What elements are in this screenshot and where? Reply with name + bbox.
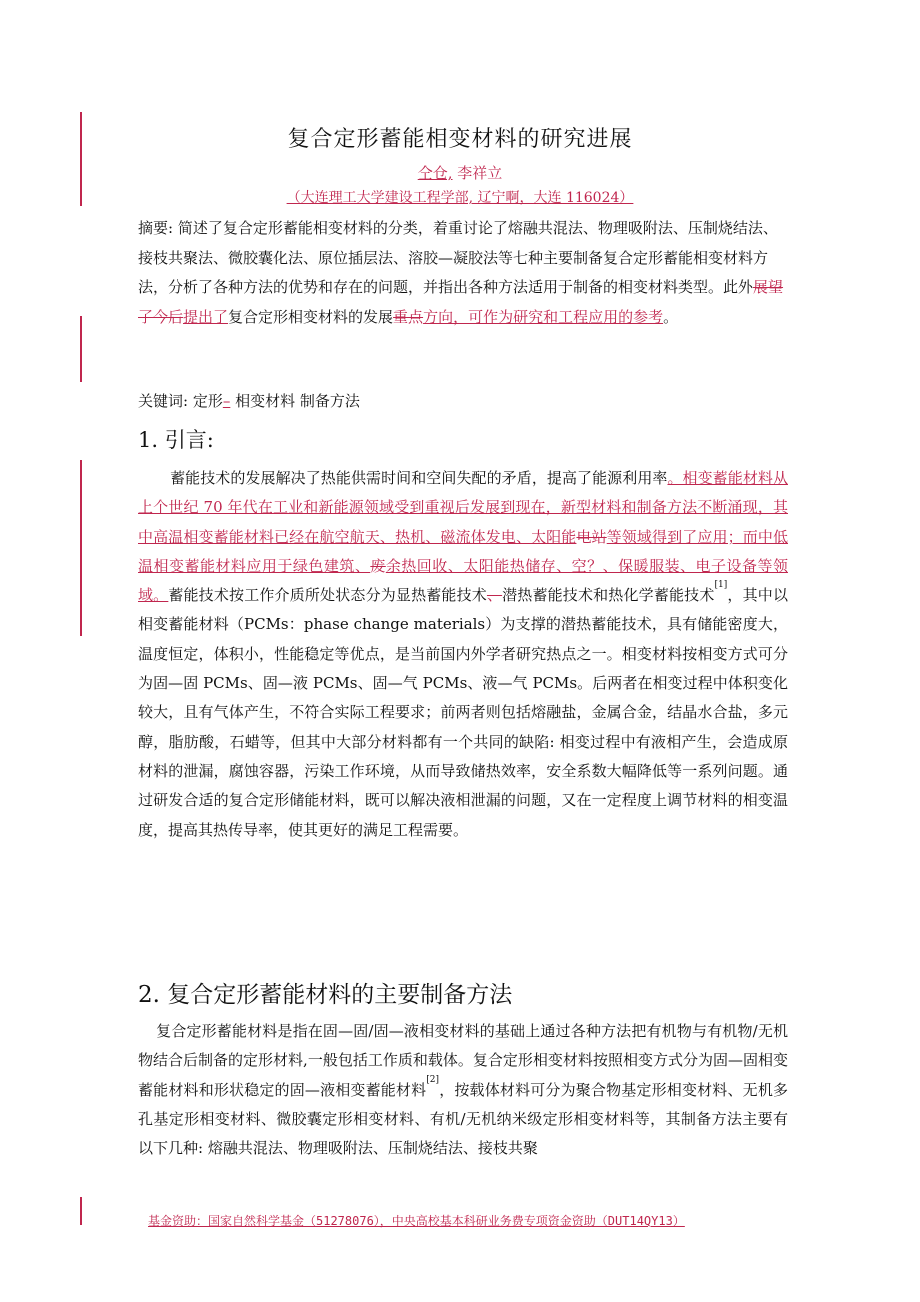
deleted-text: 废: [370, 556, 386, 575]
keyword: 相变材料 制备方法: [230, 392, 360, 410]
inserted-text: –: [222, 392, 231, 410]
abstract-label: 摘要:: [138, 219, 174, 237]
deleted-text: 重点: [393, 307, 424, 326]
abstract-text: 简述了复合定形蓄能相变材料的分类，着重讨论了熔融共混法、物理吸附法、压制烧结法、接枝共聚法、微胶囊化法、原位插层法、溶胶—凝胶法等七种主要制备复合定形蓄能相变材料方法，分析了各种方法的优势和存在的问题，并指出各种方法适用于制备的相变材料类型。此外: [138, 219, 778, 296]
body-text: 蓄能技术按工作介质所处状态分为显热蓄能技术: [168, 586, 487, 605]
body-text: 潜热蓄能技术和热化学蓄能技术: [502, 586, 715, 605]
deleted-text: 、: [486, 586, 503, 605]
keyword: 定形: [188, 392, 223, 410]
revision-bar: [80, 460, 82, 636]
inserted-text: 余热回收、太阳能热储存、空？、保暖服装、电子设备等领域。: [138, 556, 788, 605]
author-1: 仝仓,: [417, 164, 453, 182]
inserted-text: 等领域得到了应用；而中低温相变蓄能材料应用于绿色建筑、: [138, 527, 788, 575]
abstract: [138, 214, 788, 332]
citation: [2]: [426, 1074, 440, 1085]
inserted-text: 方向，可作为研究和工程应用的参考: [423, 307, 664, 326]
body-text: ，按载体材料可分为聚合物基定形相变材料、无机多孔基定形相变材料、微胶囊定形相变材料、有机/无机纳米级定形相变材料等，其制备方法主要有以下几种: 熔融共混法、物理吸附法、压制烧结法、接枝共聚: [138, 1080, 788, 1158]
authors: [0, 162, 920, 183]
intro-paragraph: [138, 464, 788, 845]
revision-bar: [80, 316, 82, 382]
abstract-end: 。: [663, 307, 679, 326]
methods-paragraph: [138, 1017, 788, 1163]
keywords-label: 关键词:: [138, 392, 189, 410]
section-heading-1: 1. 引言:: [138, 428, 214, 452]
section-heading-2: 2. 复合定形蓄能材料的主要制备方法: [138, 982, 513, 1008]
affiliation: （大连理工大学建设工程学部, 辽宁啊，大连 116024）: [286, 190, 634, 206]
funding-footnote: 基金资助：国家自然科学基金（51278076），中央高校基本科研业务费专项资金资助（DUT14QY13）: [148, 1214, 685, 1228]
inserted-text: 。相变蓄能材料从上个世纪 70 年代在工业和新能源领域受到重视后发展到现在，新型材料和制备方法不断涌现，其中高温相变蓄能材料已经在航空航天、热机、磁流体发电、太阳能: [138, 469, 788, 546]
deleted-text: 电站: [576, 527, 607, 546]
body-text: 复合定形蓄能材料是指在固—固/固—液相变材料的基础上通过各种方法把有机物与有机物/无机物结合后制备的定形材料,一般包括工作质和载体。复合定形相变材料按照相变方式分为固—固相变蓄能材料和形状稳定的固—液相变蓄能材料: [138, 1022, 788, 1099]
body-text: 蓄能技术的发展解决了热能供需时间和空间失配的矛盾，提高了能源利用率: [170, 469, 668, 487]
inserted-text: 提出了: [183, 307, 229, 326]
author-2: 李祥立: [452, 164, 503, 182]
deleted-text: 展望了今后: [138, 278, 784, 326]
citation: [1]: [714, 580, 728, 591]
body-text: ，其中以相变蓄能材料（PCMs：phase change materials）为支撑的潜热蓄能技术，具有储能密度大，温度恒定，体积小，性能稳定等优点，是当前国内外学者研究热点之一。相变材料按相变方式可分为固—固 PCMs、固—液 PCMs、固—气 PCMs、液—气 PCMs。后两者在相变过程中体积变化较大，且有气体产生，不符合实际工程要求；前两者则包括熔融盐，金属合金，结晶水合盐，多元醇，脂肪酸，石蜡等，但其中大部分材料都有一个共同的缺陷: 相变过程中有液相产生，会造成原材料的泄漏，腐蚀容器，污染工作环境，从而导致储热效率，安全系数大幅降低等一系列问题。通过研发合适的复合定形储能材料，既可以解决液相泄漏的问题，又在一定程度上调节材料的相变温度，提高其热传导率，使其更好的满足工程需要。: [138, 586, 788, 839]
revision-bar: [80, 1197, 82, 1225]
paper-title: 复合定形蓄能相变材料的研究进展: [287, 127, 633, 152]
keywords: [138, 390, 360, 412]
abstract-text: 复合定形相变材料的发展: [228, 307, 394, 326]
